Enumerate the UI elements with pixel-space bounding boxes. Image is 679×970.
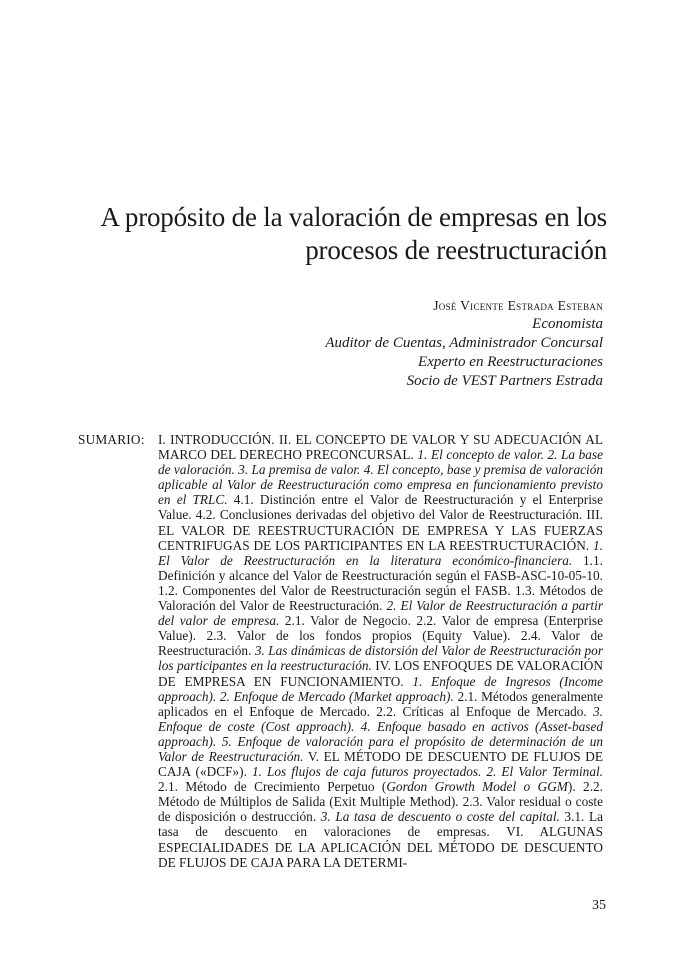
summary-italic-segment: 3. Las dinámicas de distorsión del Valor de Reestructuración por los participantes en la reestructuración. [158,643,603,674]
summary-italic-segment: 1. El Valor de Reestructuración en la literatura económico-financiera. [158,537,603,568]
summary-italic-segment: 1. El concepto de valor. 2. La base de valoración. 3. La premisa de valor. 4. El concepto, base y premisa de valoración aplicable al Valor de Reestructuración como empresa en funcionamiento previsto en el TRLC. [158,447,603,508]
summary-segment: V. EL MÉTODO DE DESCUENTO DE FLUJOS DE CAJA («DCF»). [158,748,603,780]
summary-segment: I. INTRODUCCIÓN. II. EL CONCEPTO DE VALOR Y SU ADECUACIÓN AL MARCO DEL DERECHO PRECONCURSAL. [158,432,603,463]
summary-italic-segment: 3. Enfoque de coste (Cost approach). 4. Enfoque basado en activos (Asset-based approach). 5. Enfoque de valoración para el propósito de determinación de un Valor de Reestructuración. [158,703,603,764]
summary-text [158,432,603,870]
article-title-line-1: A propósito de la valoración de empresas en los [100,202,607,232]
summary-segment: 3.1. La tasa de descuento en valoraciones de empresas. VI. ALGUNAS ESPECIALIDADES DE LA APLICACIÓN DEL MÉTODO DE DESCUENTO DE FLUJOS DE CAJA PARA LA DETERMI- [158,809,603,870]
article-title [60,201,607,267]
summary-segment: ). 2.2. Método de Múltiplos de Salida (Exit Multiple Method). 2.3. Valor residual o coste de disposición o destrucción. [158,779,603,825]
summary-section [78,432,603,870]
summary-italic-segment: 1. Enfoque de Ingresos (Income approach). 2. Enfoque de Mercado (Market approach). [158,673,603,704]
summary-segment: IV. LOS ENFOQUES DE VALORACIÓN DE EMPRESA EN FUNCIONAMIENTO. [158,658,603,689]
summary-italic-segment: Gordon Growth Model o GGM [386,779,568,795]
article-title-line-2: procesos de reestructuración [305,235,607,265]
author-block [200,296,603,391]
author-role-expert: Experto en Reestructuraciones [418,354,603,370]
summary-italic-segment: 2. El Valor de Reestructuración a partir del valor de empresa. [158,598,603,629]
summary-segment: 4.1. Distinción entre el Valor de Reestructuración y el Enterprise Value. 4.2. Conclusiones derivadas del objetivo del Valor de Reestructuración. III. EL VALOR DE REESTRUCTURACIÓN DE EMPRESA Y LAS FUERZAS CENTRIFUGAS DE LOS PARTICIPANTES EN LA REESTRUCTURACIÓN. [158,492,603,553]
summary-italic-segment: 1. Los flujos de caja futuros proyectados. 2. El Valor Terminal. [251,764,603,780]
summary-label: SUMARIO: [78,432,145,447]
summary-italic-segment: 3. La tasa de descuento o coste del capital. [320,809,560,825]
page-number: 35 [592,898,606,913]
summary-segment: 2.1. Valor de Negocio. 2.2. Valor de empresa (Enterprise Value). 2.3. Valor de los fondos propios (Equity Value). 2.4. Valor de Reestructuración. [158,613,603,659]
author-role-partner: Socio de VEST Partners Estrada [406,373,603,389]
summary-segment: 1.1. Definición y alcance del Valor de Reestructuración según el FASB-ASC-10-05-10. 1.2. Componentes del Valor de Reestructuración según el FASB. 1.3. Métodos de Valoración del Valor de Reestructuración. [158,552,603,614]
author-role-auditor: Auditor de Cuentas, Administrador Concursal [325,335,603,351]
summary-segment: 2.1. Método de Crecimiento Perpetuo ( [158,779,387,795]
author-name: José Vicente Estrada Esteban [433,298,603,313]
author-role-economist: Economista [532,316,603,332]
summary-segment: 2.1. Métodos generalmente aplicados en el Enfoque de Mercado. 2.2. Críticas al Enfoque de Mercado. [158,688,603,719]
